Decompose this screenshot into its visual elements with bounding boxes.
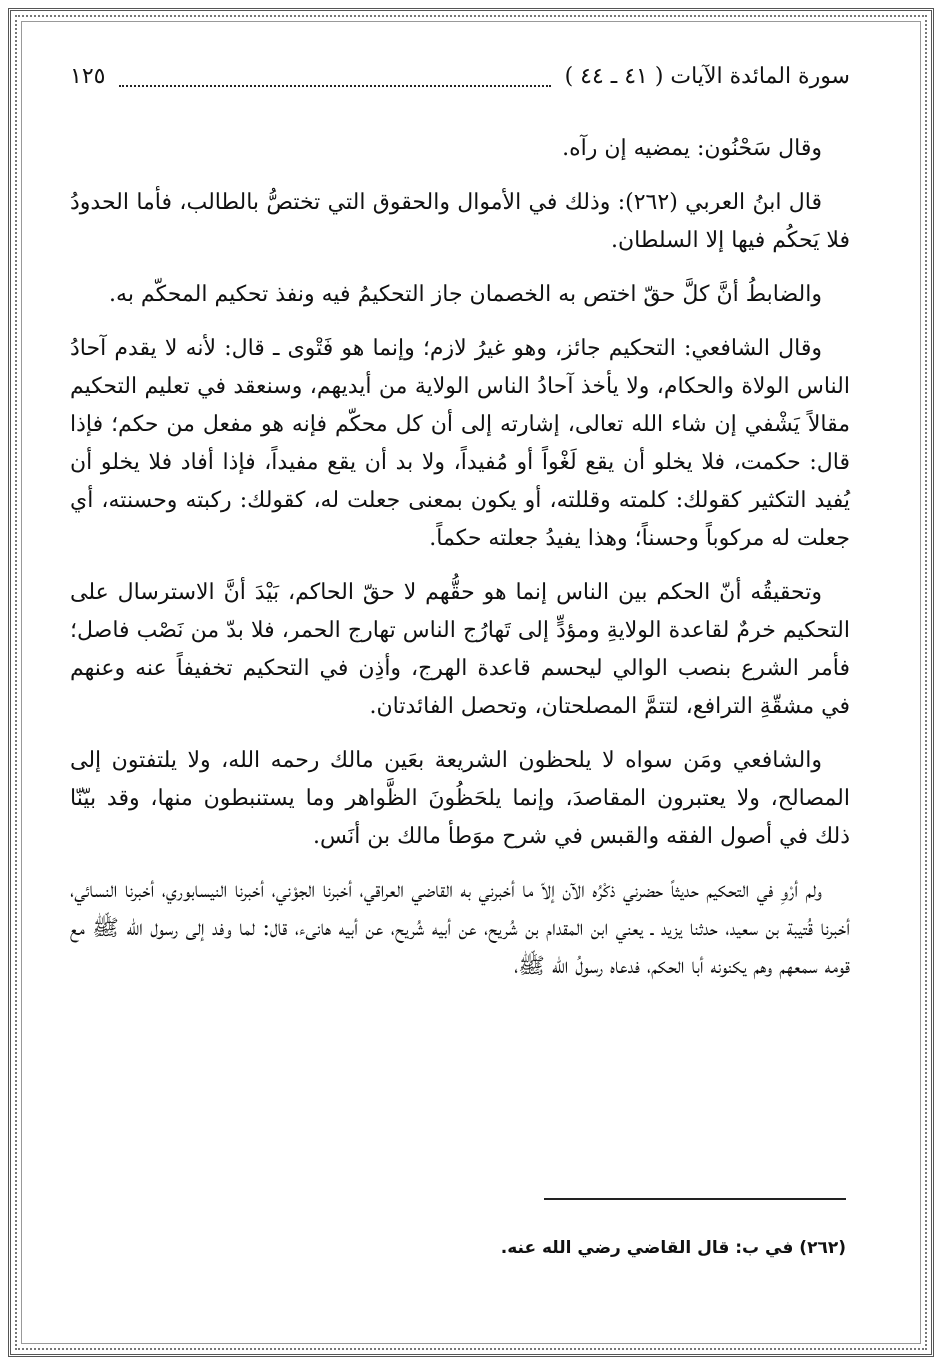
footnote: (٢٦٢) في ب: قال القاضي رضي الله عنه.	[500, 1238, 846, 1258]
paragraph: قال ابنُ العربي (٢٦٢): وذلك في الأموال والحقوق التي تختصُّ بالطالب، فأما الحدودُ فلا يَحكُم فيها إلا السلطان.	[70, 190, 850, 253]
book-page	[70, 60, 850, 1002]
main-text	[70, 130, 850, 986]
paragraph: والضابطُ أنَّ كلَّ حقّ اختص به الخصمان جاز التحكيمُ فيه ونفذ تحكيم المحكّم به.	[109, 282, 822, 307]
paragraph: والشافعي ومَن سواه لا يلحظون الشريعة بعَين مالك رحمه الله، ولا يلتفتون إلى المصالح، ولا يعتبرون المقاصدَ، وإنما يلحَظُونَ الظَّواهر وما يستنبطون منها، وقد بيّنّا ذلك في أصول الفقه والقبس في شرح موَطأ مالك بن أنَس.	[70, 748, 850, 849]
paragraph: وتحقيقُه أنّ الحكم بين الناس إنما هو حقُّهم لا حقّ الحاكم، بَيْدَ أنَّ الاسترسال على التحكيم خرمٌ لقاعدة الولايةِ ومؤدٍّ إلى تَهارُج الناس تهارج الحمر، فلا بدّ من نَصْب فاصل؛ فأمر الشرع بنصب الوالي ليحسم قاعدة الهرج، وأذِن في التحكيم تخفيفاً عنه وعنهم في مشقّةِ الترافع، لتتمَّ المصلحتان، وتحصل الفائدتان.	[70, 580, 850, 719]
paragraph: وقال سَحْنُون: يمضيه إن رآه.	[562, 136, 822, 161]
chapter-title: سورة المائدة الآيات ( ٤١ ـ ٤٤ )	[564, 64, 850, 89]
paragraph: ولم أرْوِ في التحكيم حديثاً حضرني ذكْرُه الآن إلاّ ما أخبرني به القاضي العراقي، أخبرنا الجوْني، أخبرنا النيسابوري، أخبرنا النسائي، أخبرنا قُتيبة بن سعيد، حدثنا يزيد ـ يعني ابن المقدام بن شُريح، عن أبيه شُريح، عن أبيه هانىء، قال: لما وفد إلى رسول الله ﷺ مع قومه سمعهم وهم يكنونه أبا الحكم، فدعاه رسولُ الله ﷺ،	[70, 878, 850, 979]
paragraph: وقال الشافعي: التحكيم جائز، وهو غيرُ لازم؛ وإنما هو فَتْوى ـ قال: لأنه لا يقدم آحادُ الناس الولاة والحكام، ولا يأخذ آحادُ الناس الولاية من أيديهم، وسنعقد في تعليم التحكيم مقالاً يَشْفي إن شاء الله تعالى، إشارته إلى أن كل محكّم فإنه هو مفعل من حكم؛ فإذا قال: حكمت، فلا يخلو أن يقع لَغْواً أو مُفيداً، ولا بد أن يقع مفيداً، فإذا أفاد فلا يخلو أن يُفيد التكثير كقولك: كلمته وقللته، أو يكون بمعنى جعلت له، كقولك: ركبته وحسنته، أي جعلت له مركوباً وحسناً؛ وهذا يفيدُ جعلته حكماً.	[70, 336, 850, 551]
page-number: ١٢٥	[70, 64, 106, 89]
footnote-divider	[544, 1198, 846, 1200]
running-header	[70, 60, 850, 94]
header-leader-dots	[119, 67, 550, 87]
